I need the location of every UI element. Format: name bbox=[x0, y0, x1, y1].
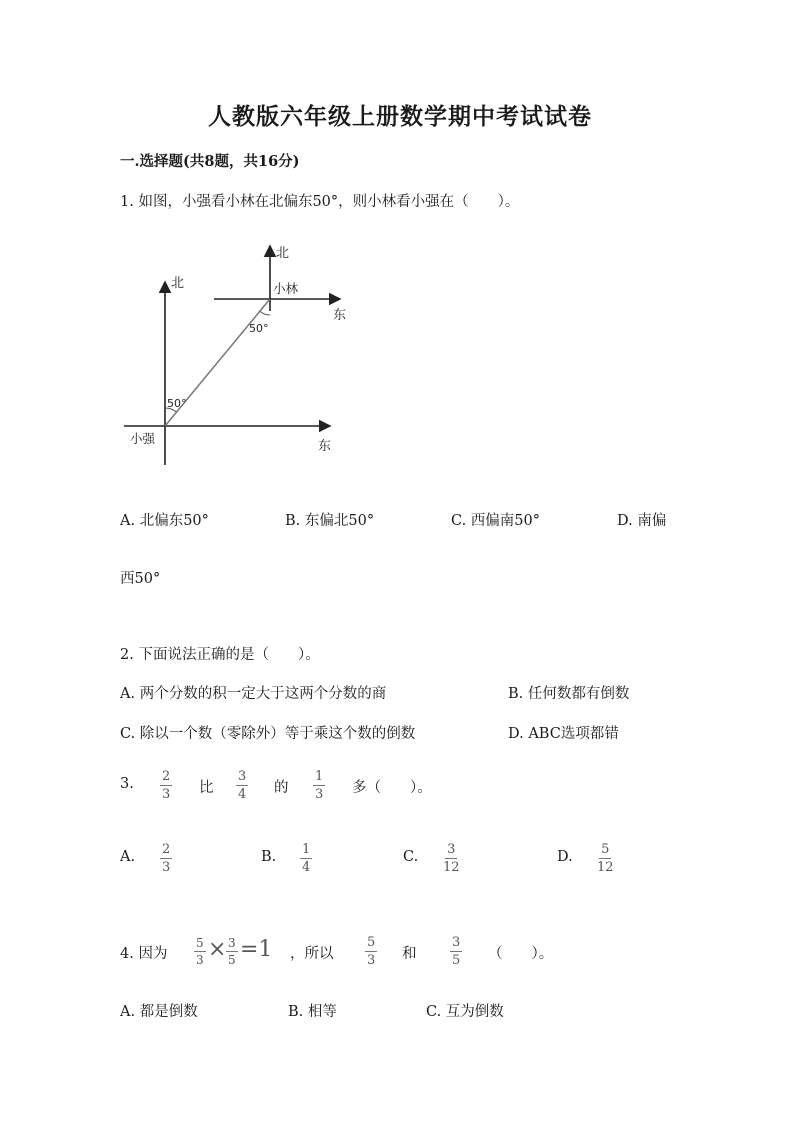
q4-fraction-1: $\frac{5}{3}$ bbox=[367, 935, 376, 968]
section-heading: 一.选择题(共8题，共16分) bbox=[120, 153, 300, 170]
q4-word-he: 和 bbox=[402, 946, 417, 962]
q4-equation-fraction-2: $\frac{3}{5}$ bbox=[228, 936, 236, 967]
q4-option-b[interactable]: B. 相等 bbox=[288, 1004, 337, 1020]
question-2-text: 2. 下面说法正确的是（ ）。 bbox=[120, 647, 320, 663]
q2-option-b[interactable]: B. 任何数都有倒数 bbox=[508, 686, 630, 702]
q3-fraction-1: $\frac{2}{3}$ bbox=[162, 769, 171, 802]
q3-option-a-fraction[interactable]: $\frac{2}{3}$ bbox=[162, 842, 171, 875]
q3-option-a-label[interactable]: A. bbox=[120, 849, 136, 865]
north-label-small: 北 bbox=[276, 246, 290, 261]
q3-option-b-fraction[interactable]: $\frac{1}{4}$ bbox=[302, 842, 311, 875]
angle-arc-top bbox=[260, 311, 270, 315]
east-label-top: 东 bbox=[333, 308, 347, 323]
q3-option-c-fraction[interactable]: $\frac{3}{12}$ bbox=[443, 842, 460, 875]
page-title: 人教版六年级上册数学期中考试试卷 bbox=[208, 103, 592, 130]
direction-diagram bbox=[118, 240, 368, 475]
q3-word-bi: 比 bbox=[199, 780, 214, 796]
question-3-number: 3. bbox=[120, 776, 134, 792]
q3-word-de: 的 bbox=[274, 780, 289, 796]
q3-fraction-3: $\frac{1}{3}$ bbox=[315, 769, 324, 802]
q3-option-d-fraction[interactable]: $\frac{5}{12}$ bbox=[597, 842, 614, 875]
q1-option-d[interactable]: D. 南偏 bbox=[617, 513, 667, 529]
angle-label-bottom: 50° bbox=[167, 397, 187, 410]
q3-option-b-label[interactable]: B. bbox=[261, 849, 277, 865]
times-sign: × bbox=[208, 937, 227, 962]
xiaoqiang-label: 小强 bbox=[130, 431, 156, 446]
question-4-suffix: （ ）。 bbox=[488, 946, 554, 962]
q1-option-b[interactable]: B. 东偏北50° bbox=[285, 513, 375, 529]
q2-option-d[interactable]: D. ABC选项都错 bbox=[508, 726, 619, 742]
q1-option-d-continued: 西50° bbox=[120, 571, 161, 587]
question-4-middle: ，所以 bbox=[290, 946, 334, 962]
q3-word-duo: 多（ ）。 bbox=[352, 780, 432, 796]
xiaolin-label: 小林 bbox=[273, 281, 299, 296]
q3-fraction-2: $\frac{3}{4}$ bbox=[238, 769, 247, 802]
equals-one: =1 bbox=[240, 937, 273, 962]
angle-label-top: 50° bbox=[249, 322, 269, 335]
q3-option-d-label[interactable]: D. bbox=[557, 849, 573, 865]
question-1-text: 1. 如图，小强看小林在北偏东50°，则小林看小强在（ ）。 bbox=[120, 194, 520, 210]
q1-option-a[interactable]: A. 北偏东50° bbox=[120, 513, 209, 529]
q2-option-a[interactable]: A. 两个分数的积一定大于这两个分数的商 bbox=[120, 686, 387, 702]
q4-fraction-2: $\frac{3}{5}$ bbox=[452, 935, 461, 968]
q4-option-c[interactable]: C. 互为倒数 bbox=[426, 1004, 504, 1020]
north-label-main: 北 bbox=[171, 276, 185, 291]
q2-option-c[interactable]: C. 除以一个数（零除外）等于乘这个数的倒数 bbox=[120, 726, 416, 742]
q1-option-c[interactable]: C. 西偏南50° bbox=[451, 513, 540, 529]
q4-option-a[interactable]: A. 都是倒数 bbox=[120, 1004, 198, 1020]
question-4-prefix: 4. 因为 bbox=[120, 946, 168, 962]
east-label-bottom: 东 bbox=[318, 439, 332, 454]
q4-equation-fraction-1: $\frac{5}{3}$ bbox=[196, 936, 204, 967]
q3-option-c-label[interactable]: C. bbox=[403, 849, 419, 865]
